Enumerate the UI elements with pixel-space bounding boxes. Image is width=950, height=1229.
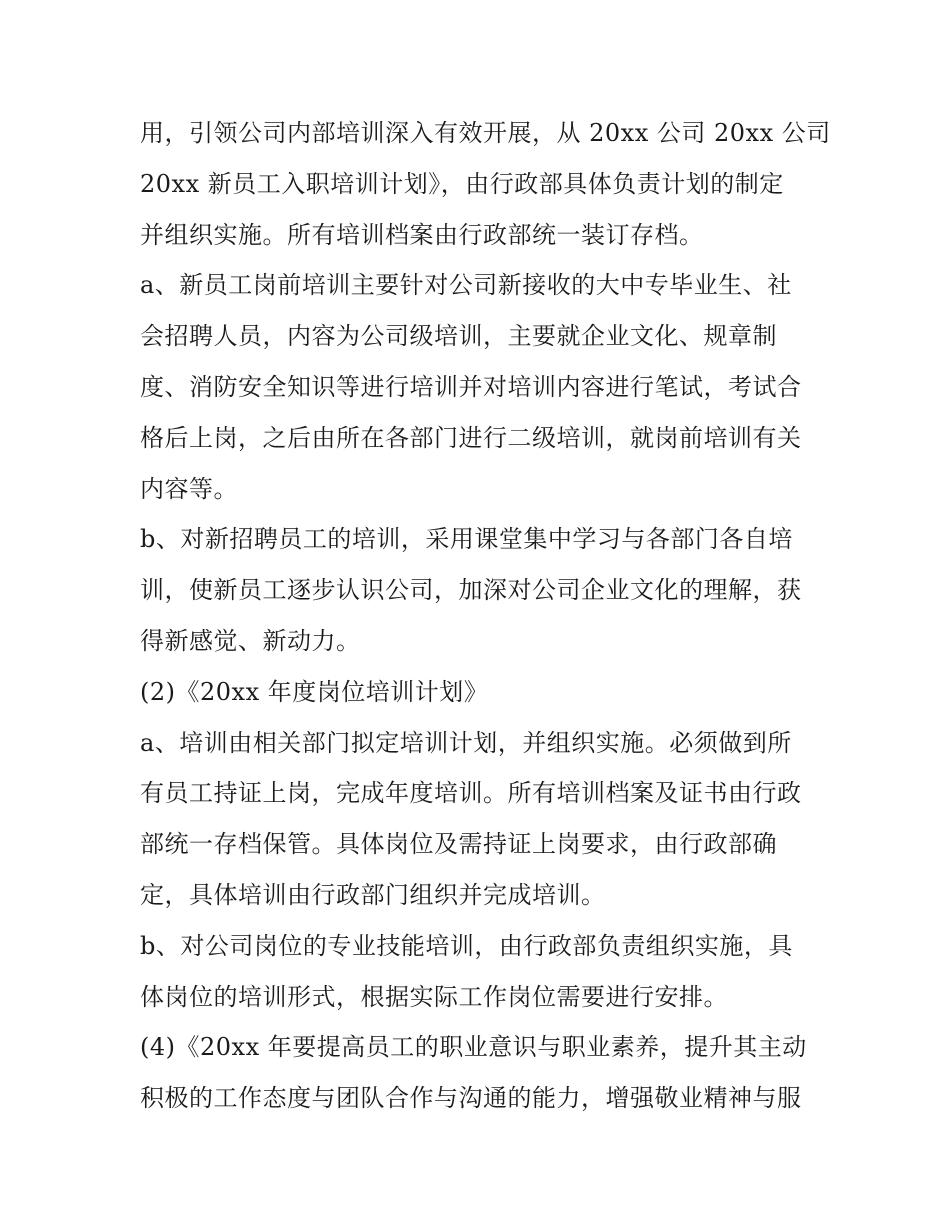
text-line: a、培训由相关部门拟定培训计划，并组织实施。必须做到所 [140, 728, 792, 757]
text-line: 有员工持证上岗，完成年度培训。所有培训档案及证书由行政 [140, 779, 802, 808]
text-line: (4)《20xx 年要提高员工的职业意识与职业素养，提升其主动 [140, 1033, 807, 1062]
text-line: 内容等。 [140, 474, 238, 503]
text-line: b、对公司岗位的专业技能培训，由行政部负责组织实施，具 [140, 931, 793, 960]
text-line: 训，使新员工逐步认识公司，加深对公司企业文化的理解，获 [140, 576, 802, 605]
text-line: 会招聘人员，内容为公司级培训，主要就企业文化、规章制 [140, 322, 777, 351]
text-line: 并组织实施。所有培训档案由行政部统一装订存档。 [140, 220, 704, 249]
text-line: 定，具体培训由行政部门组织并完成培训。 [140, 880, 606, 909]
text-line: (2)《20xx 年度岗位培训计划》 [140, 677, 489, 706]
text-line: 格后上岗，之后由所在各部门进行二级培训，就岗前培训有关 [140, 423, 802, 452]
text-line: 部统一存档保管。具体岗位及需持证上岗要求，由行政部确 [140, 830, 777, 859]
text-line: a、新员工岗前培训主要针对公司新接收的大中专毕业生、社 [140, 271, 792, 300]
text-line: 20xx 新员工入职培训计划》，由行政部具体负责计划的制定 [140, 169, 784, 198]
text-line: 用，引领公司内部培训深入有效开展，从 20xx 公司 20xx 公司 [140, 119, 831, 147]
document-body [140, 108, 840, 1124]
text-line: 积极的工作态度与团队合作与沟通的能力，增强敬业精神与服 [140, 1084, 802, 1113]
text-line: b、对新招聘员工的培训，采用课堂集中学习与各部门各自培 [140, 525, 793, 554]
text-line: 得新感觉、新动力。 [140, 626, 361, 655]
text-line: 体岗位的培训形式，根据实际工作岗位需要进行安排。 [140, 982, 728, 1011]
text-line: 度、消防安全知识等进行培训并对培训内容进行笔试，考试合 [140, 372, 802, 401]
